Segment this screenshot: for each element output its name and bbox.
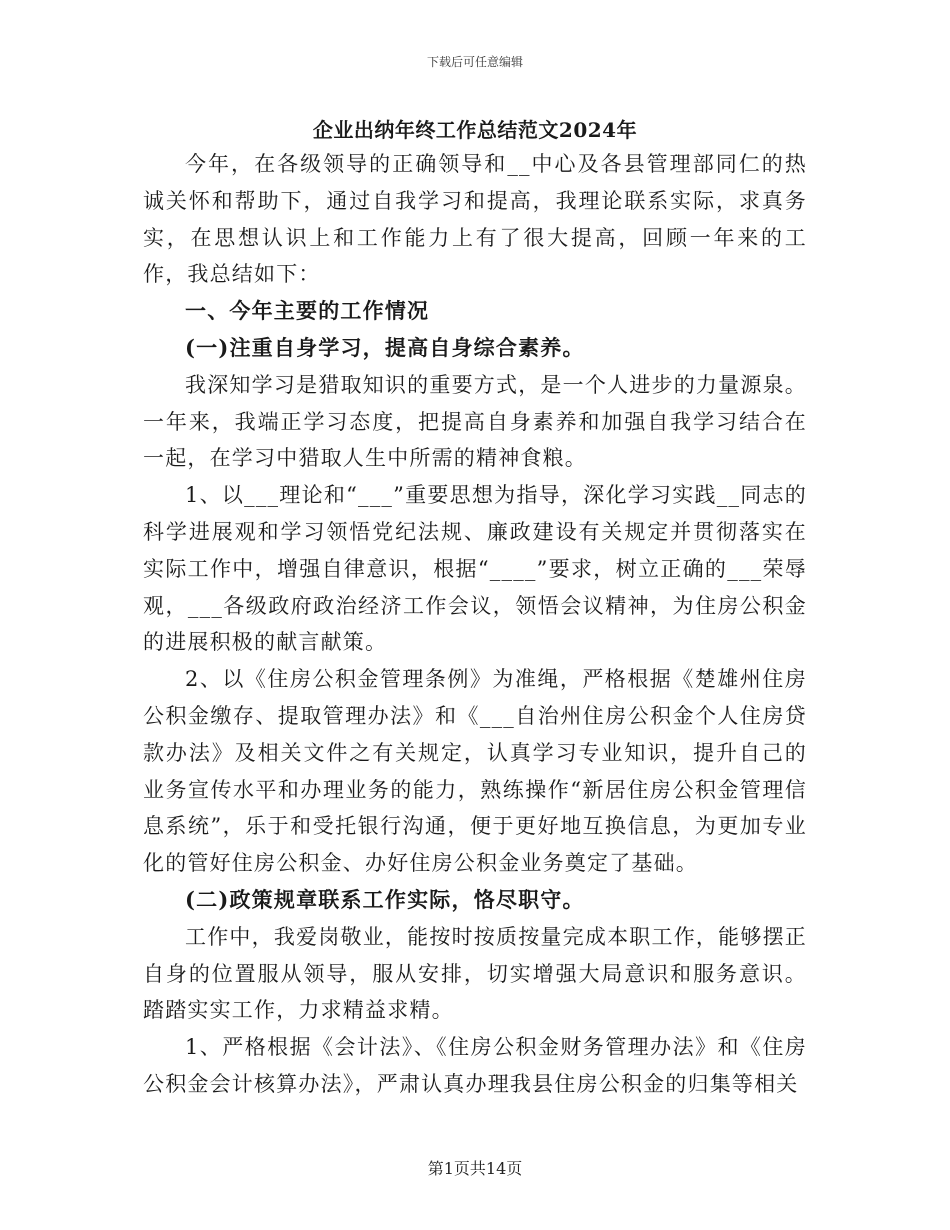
list-item-1: 1、以___理论和“___”重要思想为指导，深化学习实践__同志的科学进展观和学习领悟党纪法规、廉政建设有关规定并贯彻落实在实际工作中，增强自律意识，根据“____”要求，树立正确的___荣辱观，___各级政府政治经济工作会议，领悟会议精神，为住房公积金的进展积极的献言献策。 — [143, 483, 807, 655]
subsection-heading-2: (二)政策规章联系工作实际，恪尽职守。 — [185, 886, 585, 912]
list-item-3: 1、严格根据《会计法》、《住房公积金财务管理办法》和《住房公积金会计核算办法》，严肃认真办理我县住房公积金的归集等相关 — [143, 1035, 807, 1096]
document-title: 企业出纳年终工作总结范文2024年 — [312, 118, 638, 142]
list-item-2: 2、以《住房公积金管理条例》为准绳，严格根据《楚雄州住房公积金缴存、提取管理办法》和《___自治州住房公积金个人住房贷款办法》及相关文件之有关规定，认真学习专业知识，提升自己的业务宣传水平和办理业务的能力，熟练操作“新居住房公积金管理信息系统”，乐于和受托银行沟通，便于更好地互换信息，为更加专业化的管好住房公积金、办好住房公积金业务奠定了基础。 — [143, 667, 807, 876]
header-note: 下载后可任意编辑 — [426, 55, 523, 69]
document-body — [143, 146, 807, 1103]
subsection-2-paragraph: 工作中，我爱岗敬业，能按时按质按量完成本职工作，能够摆正自身的位置服从领导，服从安排，切实增强大局意识和服务意识。踏踏实实工作，力求精益求精。 — [143, 924, 807, 1023]
section-heading-1: 一、今年主要的工作情况 — [185, 298, 430, 324]
intro-paragraph: 今年，在各级领导的正确领导和__中心及各县管理部同仁的热诚关怀和帮助下，通过自我学习和提高，我理论联系实际，求真务实，在思想认识上和工作能力上有了很大提高，回顾一年来的工作，我总结如下： — [143, 152, 807, 287]
page-footer: 第1页共14页 — [427, 1159, 523, 1178]
subsection-1-paragraph: 我深知学习是猎取知识的重要方式，是一个人进步的力量源泉。一年来，我端正学习态度，把提高自身素养和加强自我学习结合在一起，在学习中猎取人生中所需的精神食粮。 — [143, 372, 807, 471]
subsection-heading-1: (一)注重自身学习，提高自身综合素养。 — [185, 334, 585, 360]
